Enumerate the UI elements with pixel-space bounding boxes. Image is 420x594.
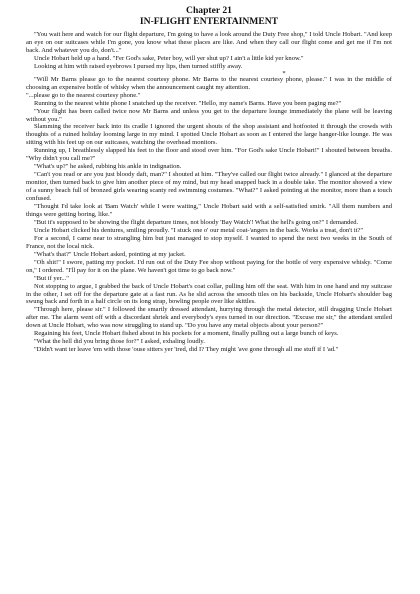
- paragraph: Uncle Hobart clicked his dentures, smiling proudly. "I stuck one o' our metal coat-'angers in the back. Works a treat, don't it?": [34, 226, 364, 234]
- paragraph: "Your flight has been called twice now Mr Barns and unless you get to the departure lounge immediately the plane will be leaving without you.": [26, 107, 392, 123]
- paragraph: "What's that?" Uncle Hobart asked, pointing at my jacket.: [34, 250, 186, 258]
- text-section-1: [26, 31, 392, 71]
- paragraph: "What's up?" he asked, rubbing his ankle in indignation.: [34, 163, 182, 171]
- paragraph: "Thought I'd take look at 'Bam Watch' while I were waiting," Uncle Hobart said with a self-satisfied smirk. "All them numbers and things were getting boring, like.": [26, 203, 392, 218]
- paragraph: Not stopping to argue, I grabbed the back of Uncle Hobart's coat collar, pulling him off the seat. With him in one hand and my suitcase in the other, I set off for the departure gate at a fast run. As he slid across the smooth tiles on his backside, Uncle Hobart's shoulder bag swung back and forth in a half circle on its long strap, bowling people over like skittles.: [26, 282, 392, 306]
- paragraph: "But if yer...": [34, 274, 69, 282]
- paragraph: "Will Mr Barns please go to the nearest courtesy phone. Mr Barns to the nearest courtesy phone, please." I was in the middle of choosing an expensive bottle of whisky when the announcement caught my attention.: [26, 75, 392, 91]
- paragraph: Regaining his feet, Uncle Hobart fished about in his pockets for a moment, finally pulling out a large bunch of keys.: [34, 330, 339, 338]
- chapter-title: IN-FLIGHT ENTERTAINMENT: [139, 16, 279, 27]
- paragraph: "...please go to the nearest courtesy phone.": [26, 91, 141, 99]
- text-section-2: [26, 76, 392, 354]
- chapter-number: Chapter 21: [186, 5, 232, 16]
- paragraph: "Through here, please sir." I followed the smartly dressed attendant, hurrying through the metal detector, still dragging Uncle Hobart after me. The alarm went off with a discordant shriek and everybody's eyes turned in our direction. "Excuse me sir," the attendant smiled down at Uncle Hobart, who was now struggling to stand up. "Do you have any metal objects about your person?": [26, 306, 392, 330]
- paragraph: Looking at him with raised eyebrows I pursed my lips, then turned stiffly away.: [34, 62, 243, 70]
- paragraph: Running up, I breathlessly slapped his feet to the floor and stood over him. "For God's sake Uncle Hobart!" I shouted between breaths. "Why didn't you call me?": [26, 147, 392, 163]
- section-separator: *: [282, 69, 286, 77]
- paragraph: "But it's supposed to be showing the flight departure times, not bloody 'Bay Watch'! What the hell's going on?" I demanded.: [34, 218, 359, 226]
- paragraph: "You wait here and watch for our flight departure, I'm going to have a look around the Duty Free shop," I told Uncle Hobart. "And keep an eye on our suitcases while I'm gone, you know what these places are like. And when they call our flight come and get me if I'm not back. And whatever you do, don't...": [26, 31, 392, 54]
- paragraph: For a second, I came near to strangling him but just managed to stop myself. I wanted to spend the next two weeks in the South of France, not the local nick.: [26, 234, 392, 250]
- paragraph: "Can't you read or are you just bloody daft, man?" I shouted at him. "They've called our flight twice already." I glanced at the departure monitor, then turned back to give him another piece of my mind, but my head snapped back in a double take. The monitor showed a view of a sunny beach full of bronzed girls wearing scanty red swimming costumes. "What?" I asked pointing at the monitor, more than a touch confused.: [26, 171, 392, 203]
- paragraph: Slamming the receiver back into its cradle I ignored the urgent shouts of the shop assistant and hotfooted it through the crowds with thoughts of a ruined holiday looming large in my mind. I spotted Uncle Hobart as soon as I entered the large hanger-like lounge. He was sitting with his feet up on our suitcases, watching the overhead monitors.: [26, 123, 392, 147]
- paragraph: "What the hell did you bring those for?" I asked, exhaling loudly.: [34, 338, 205, 346]
- paragraph: Uncle Hobart held up a hand. "Fer God's sake, Peter boy, will yer shut up? I ain't a little kid yer know.": [34, 54, 304, 62]
- chapter-body: [26, 31, 392, 354]
- paragraph: "Didn't want ter leave 'em with those 'ouse sitters yer 'ired, did I? They might 'ave gone through all me stuff if I 'ad.": [34, 346, 339, 354]
- paragraph: Running to the nearest white phone I snatched up the receiver. "Hello, my name's Barns. Have you been paging me?": [34, 99, 342, 107]
- paragraph: "Oh shit!" I swore, patting my pocket. I'd run out of the Duty Fee shop without paying for the bottle of very expensive whisky. "Come on," I ordered. "I'll pay for it on the plane. We haven't got time to go back now.": [26, 258, 392, 274]
